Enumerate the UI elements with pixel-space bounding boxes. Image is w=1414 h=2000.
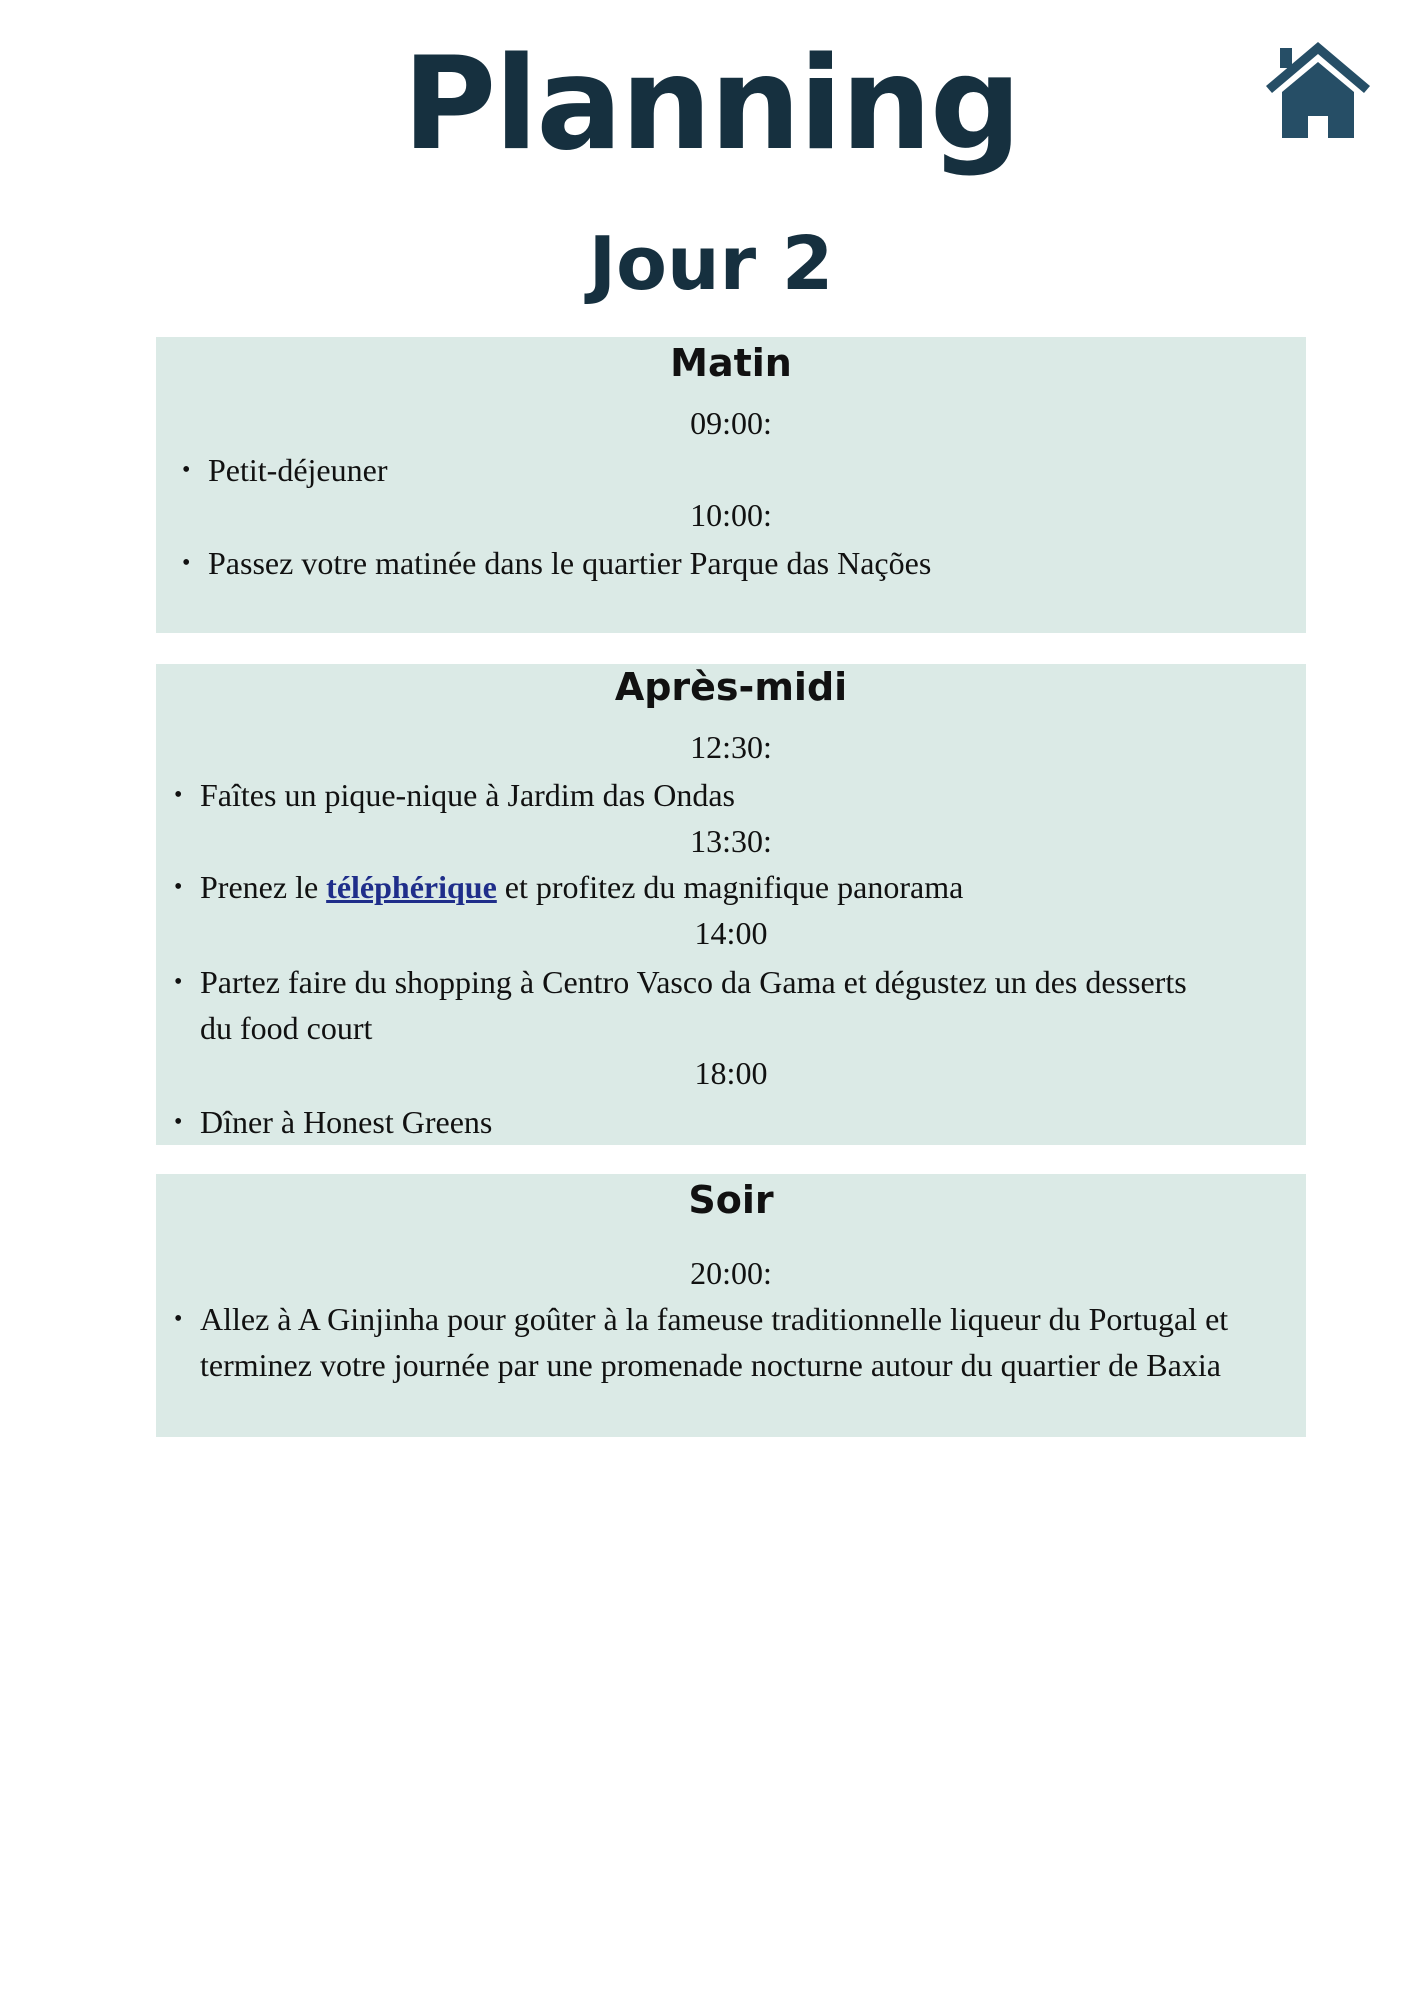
- time-label: 20:00:: [690, 1255, 772, 1291]
- page-title: Planning: [402, 30, 1020, 179]
- telepherique-link[interactable]: téléphérique: [326, 869, 497, 905]
- section-heading: Après-midi: [614, 665, 848, 709]
- time-label: 12:30:: [690, 729, 772, 765]
- list-item: • Passez votre matinée dans le quartier Parque das Nações: [208, 540, 1266, 586]
- section-apres-midi: [156, 664, 1306, 1145]
- time-label: 10:00:: [690, 497, 772, 533]
- time-label: 18:00: [694, 1055, 768, 1091]
- list-item: • Petit-déjeuner: [208, 447, 1266, 493]
- time-label: 14:00: [694, 915, 768, 951]
- list-item: • Dîner à Honest Greens: [200, 1099, 1266, 1145]
- home-icon[interactable]: [1266, 42, 1370, 142]
- list-item: • Allez à A Ginjinha pour goûter à la fameuse traditionnelle liqueur du Portugal et terminez votre journée par une promenade nocturne autour du quartier de Baxia: [200, 1296, 1296, 1388]
- time-label: 09:00:: [690, 405, 772, 441]
- section-heading: Soir: [688, 1178, 774, 1222]
- list-item: [200, 864, 1266, 910]
- section-soir: [156, 1174, 1306, 1437]
- day-subtitle: Jour 2: [588, 221, 834, 307]
- section-heading: Matin: [670, 341, 792, 385]
- item-text: Prenez le: [200, 869, 327, 905]
- list-item: • Faîtes un pique-nique à Jardim das Ondas: [200, 772, 1266, 818]
- time-label: 13:30:: [690, 823, 772, 859]
- section-matin: [156, 337, 1306, 633]
- list-item: • Partez faire du shopping à Centro Vasco da Gama et dégustez un des desserts du food court: [200, 959, 1206, 1051]
- item-text: et profitez du magnifique panorama: [496, 869, 964, 905]
